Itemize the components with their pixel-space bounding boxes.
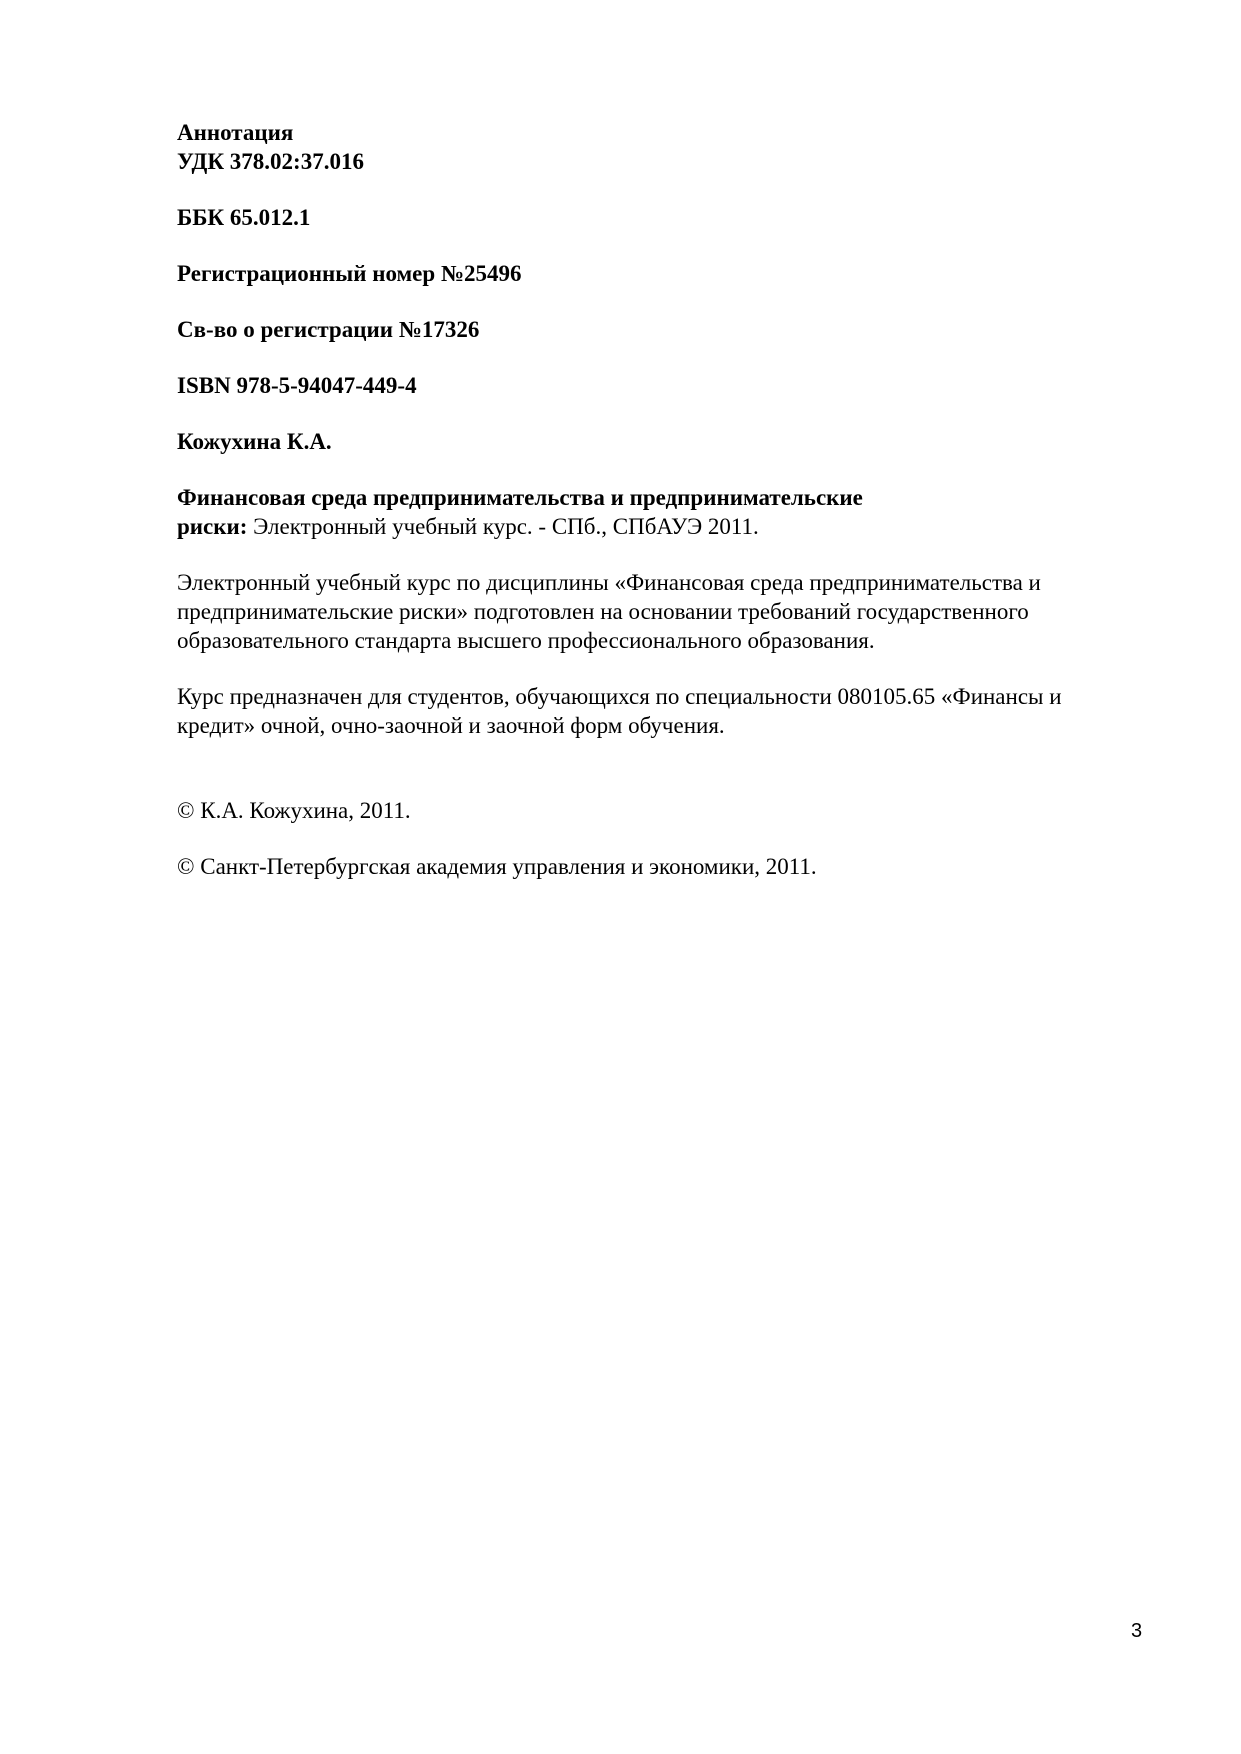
citation-title-end: риски:: [177, 514, 248, 539]
description-paragraph: [177, 568, 1177, 655]
citation-details-line: [177, 512, 1177, 541]
copyright-author: © К.А. Кожухина, 2011.: [177, 798, 411, 823]
author: Кожухина К.А.: [177, 429, 332, 454]
registration-certificate: Св-во о регистрации №17326: [177, 317, 480, 342]
page-number: 3: [1131, 1620, 1143, 1642]
citation-title-line: Финансовая среда предпринимательства и предпринимательские: [177, 485, 863, 510]
isbn: ISBN 978-5-94047-449-4: [177, 373, 417, 398]
udk-code: УДК 378.02:37.016: [177, 149, 364, 174]
registration-number: Регистрационный номер №25496: [177, 261, 522, 286]
bbk-code: ББК 65.012.1: [177, 205, 311, 230]
copyright-academy: © Санкт-Петербургская академия управления и экономики, 2011.: [177, 854, 817, 879]
annotation-heading: Аннотация: [177, 120, 294, 145]
audience-line: Курс предназначен для студентов, обучающихся по специальности 080105.65 «Финансы и: [177, 684, 1062, 709]
description-line: предпринимательские риски» подготовлен на основании требований государственного: [177, 599, 1029, 624]
audience-line: кредит» очной, очно-заочной и заочной форм обучения.: [177, 713, 725, 738]
audience-paragraph: [177, 682, 1177, 740]
citation-block: [177, 483, 1177, 541]
citation-details: Электронный учебный курс. - СПб., СПбАУЭ 2011.: [247, 514, 759, 539]
description-line: образовательного стандарта высшего профессионального образования.: [177, 628, 875, 653]
annotation-content: [177, 118, 1177, 881]
description-line: Электронный учебный курс по дисциплины «Финансовая среда предпринимательства и: [177, 570, 1041, 595]
